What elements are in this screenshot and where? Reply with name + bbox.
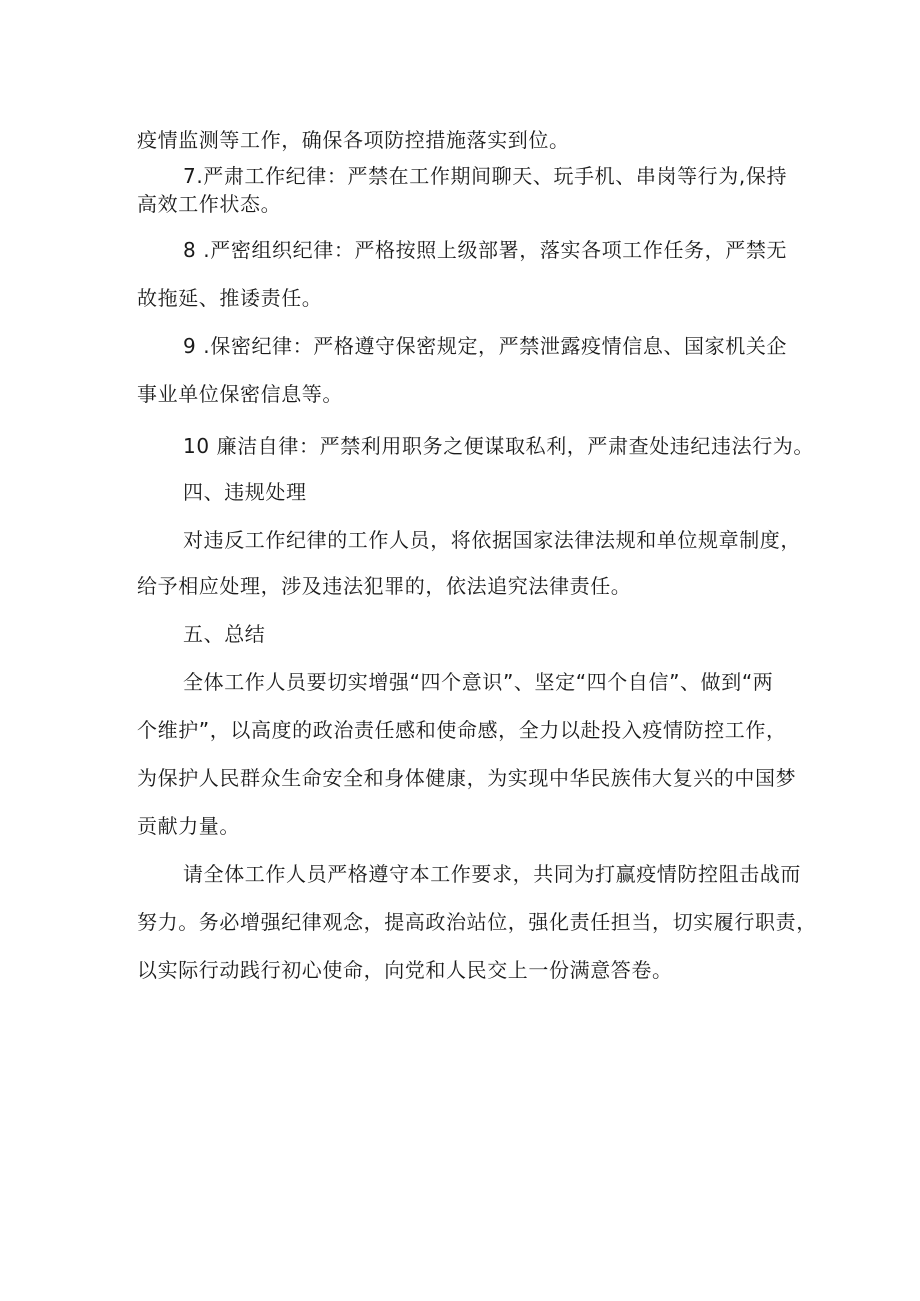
section-heading: 五、总结 xyxy=(183,622,266,646)
text-line: 请全体工作人员严格遵守本工作要求，共同为打赢疫情防控阻击战而 xyxy=(183,862,801,886)
text-line: 以实际行动践行初心使命，向党和人民交上一份满意答卷。 xyxy=(137,958,673,982)
text-line: 事业单位保密信息等。 xyxy=(137,382,343,406)
text-line: 给予相应处理，涉及违法犯罪的，依法追究法律责任。 xyxy=(137,574,632,598)
text-line: 为保护人民群众生命安全和身体健康，为实现中华民族伟大复兴的中国梦 xyxy=(137,766,797,790)
text-line: 7.严肃工作纪律：严禁在工作期间聊天、玩手机、串岗等行为,保持 xyxy=(183,164,788,188)
text-line: 个维护”，以高度的政治责任感和使命感，全力以赴投入疫情防控工作， xyxy=(137,718,787,742)
text-line: 9 .保密纪律：严格遵守保密规定，严禁泄露疫情信息、国家机关企 xyxy=(183,334,788,358)
text-line: 疫情监测等工作，确保各项防控措施落实到位。 xyxy=(137,128,570,152)
text-line: 对违反工作纪律的工作人员，将依据国家法律法规和单位规章制度， xyxy=(183,528,801,552)
section-heading: 四、违规处理 xyxy=(183,480,307,504)
text-line: 努力。务必增强纪律观念，提高政治站位，强化责任担当，切实履行职责， xyxy=(137,910,817,934)
text-line: 8 .严密组织纪律：严格按照上级部署，落实各项工作任务，严禁无 xyxy=(183,238,788,262)
text-line: 贡献力量。 xyxy=(137,814,240,838)
text-line: 高效工作状态。 xyxy=(137,192,282,216)
text-line: 10 廉洁自律：严禁利用职务之便谋取私利，严肃查处违纪违法行为。 xyxy=(183,434,815,458)
text-line: 故拖延、推诿责任。 xyxy=(137,286,323,310)
text-line: 全体工作人员要切实增强“四个意识”、坚定“四个自信”、做到“两 xyxy=(183,670,774,694)
